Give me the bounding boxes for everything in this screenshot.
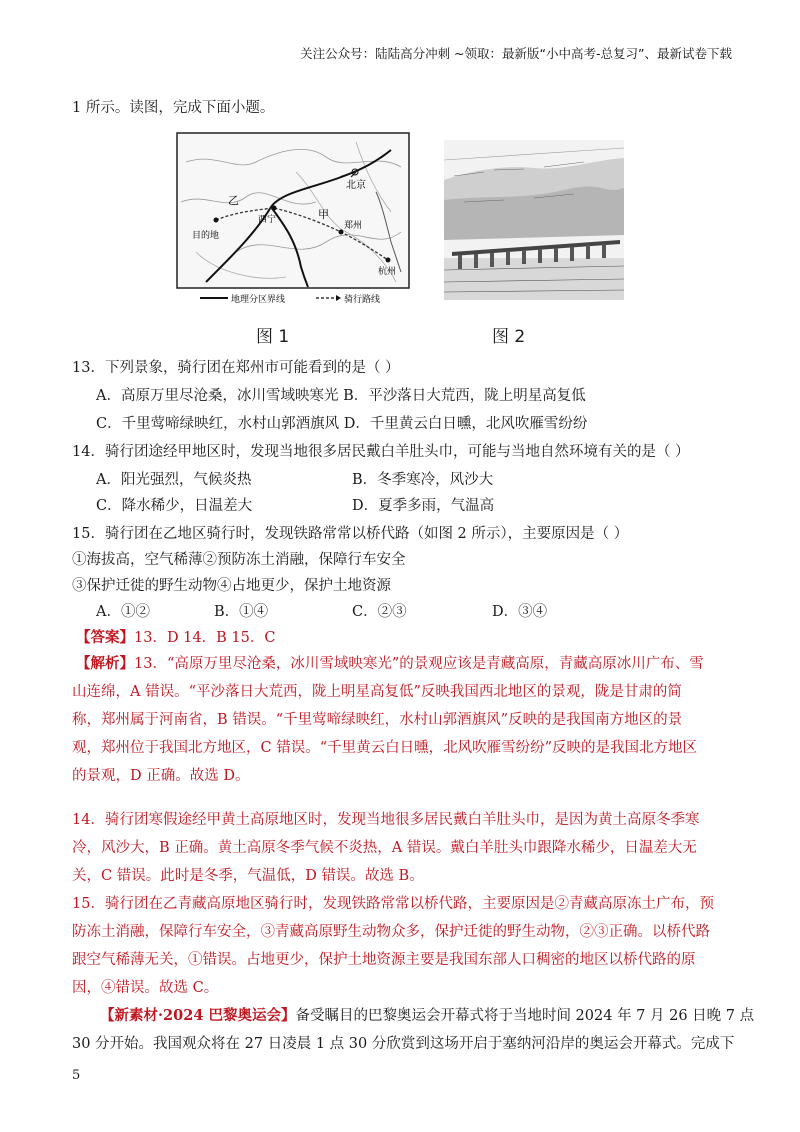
new-material-line-2: 30 分开始。我国观众将在 27 日凌晨 1 点 30 分欣赏到这场开启于塞纳河沿岸的奥运会开幕式。完成下	[72, 1036, 735, 1052]
analysis-line-5: 的景观，D 正确。故选 D。	[72, 768, 250, 784]
new-material-line-1	[100, 1006, 754, 1026]
analysis-line-2: 山连绵，A 错误。“平沙落日大荒西，陇上明星高复低”反映我国西北地区的景观，陇是甘肃的简	[72, 684, 682, 700]
question-14-stem: 14．骑行团途经甲地区时，发现当地很多居民戴白羊肚头巾，可能与当地自然环境有关的是（ ）	[72, 444, 690, 460]
question-13-stem: 13．下列景象，骑行团在郑州市可能看到的是（ ）	[72, 360, 400, 376]
analysis-line-8: 关，C 错误。此时是冬季，气温低，D 错误。故选 B。	[72, 868, 424, 884]
intro-text: 1 所示。读图，完成下面小题。	[72, 100, 275, 116]
analysis-line-6: 14．骑行团寒假途经甲黄土高原地区时，发现当地很多居民戴白羊肚头巾，是因为黄土高原冬季寒	[72, 812, 700, 828]
answer-block	[76, 628, 275, 648]
page-header: 关注公众号：陆陆高分冲刺 ~领取：最新版“小中高考-总复习”、最新试卷下载	[300, 46, 732, 61]
analysis-label: 【解析】	[76, 655, 134, 672]
analysis-line-3: 称，郑州属于河南省，B 错误。“千里莺啼绿映红，水村山郭酒旗风”反映的是我国南方地区的景	[72, 712, 683, 728]
question-15-stem: 15．骑行团在乙地区骑行时，发现铁路常常以桥代路（如图 2 所示），主要原因是（ ）	[72, 526, 629, 542]
figure-2-caption: 图 2	[492, 327, 526, 347]
question-13-options-1: A．高原万里尽沧桑，冰川雪域映寒光 B．平沙落日大荒西，陇上明星高复低	[96, 388, 586, 404]
legend-route: 骑行路线	[344, 295, 381, 305]
figure-1-caption: 图 1	[256, 327, 290, 347]
question-14-option-a: A．阳光强烈，气候炎热	[96, 472, 252, 488]
analysis-line-1	[76, 654, 704, 674]
label-zhengzhou: 郑州	[344, 221, 363, 231]
label-destination: 目的地	[192, 231, 220, 241]
answer-text: 13．D 14．B 15．C	[134, 630, 276, 646]
label-jia: 甲	[318, 208, 329, 221]
legend-boundary: 地理分区界线	[231, 295, 286, 305]
label-beijing: 北京	[346, 180, 366, 191]
question-15-line-2: ③保护迁徙的野生动物④占地更少，保护土地资源	[72, 578, 391, 594]
label-xining: 西宁	[258, 215, 277, 225]
question-15-option-b: B．①④	[214, 604, 269, 620]
analysis-text: 13．“高原万里尽沧桑，冰川雪域映寒光”的景观应该是青藏高原，青藏高原冰川广布、雪	[134, 656, 704, 672]
analysis-line-12: 因，④错误。故选 C。	[72, 980, 219, 996]
question-15-option-a: A．①②	[96, 604, 150, 620]
figure-2-bridge	[444, 140, 624, 304]
page-number: 5	[72, 1068, 81, 1083]
figure-1-map	[176, 132, 410, 312]
question-15-option-d: D．③④	[492, 604, 548, 620]
analysis-line-10: 防冻土消融，保障行车安全，③青藏高原野生动物众多，保护迁徙的野生动物，②③正确。以桥代路	[72, 924, 710, 940]
analysis-line-4: 观，郑州位于我国北方地区，C 错误。“千里黄云白日曛，北风吹雁雪纷纷”反映的是我国北方地区	[72, 740, 698, 756]
new-material-text-1: 备受瞩目的巴黎奥运会开幕式将于当地时间 2024 年 7 月 26 日晚 7 点	[295, 1008, 755, 1024]
answer-label: 【答案】	[76, 629, 134, 646]
question-14-option-d: D．夏季多雨，气温高	[352, 498, 495, 514]
question-14-option-c: C．降水稀少，日温差大	[96, 498, 253, 514]
label-yi: 乙	[228, 194, 239, 207]
question-14-option-b: B．冬季寒冷，风沙大	[352, 472, 494, 488]
question-15-line-1: ①海拔高，空气稀薄②预防冻土消融，保障行车安全	[72, 552, 406, 568]
new-material-tag: 【新素材·2024 巴黎奥运会】	[100, 1007, 296, 1024]
question-13-options-2: C．千里莺啼绿映红，水村山郭酒旗风 D．千里黄云白日曛，北风吹雁雪纷纷	[96, 416, 588, 432]
analysis-line-11: 跟空气稀薄无关，①错误。占地更少，保护土地资源主要是我国东部人口稠密的地区以桥代路的原	[72, 952, 696, 968]
analysis-line-9: 15．骑行团在乙青藏高原地区骑行时，发现铁路常常以桥代路，主要原因是②青藏高原冻土广布，预	[72, 896, 714, 912]
question-15-option-c: C．②③	[352, 604, 407, 620]
label-hangzhou: 杭州	[378, 267, 397, 277]
analysis-line-7: 冷，风沙大，B 正确。黄土高原冬季气候不炎热，A 错误。戴白羊肚头巾跟降水稀少，日温差大无	[72, 840, 697, 856]
